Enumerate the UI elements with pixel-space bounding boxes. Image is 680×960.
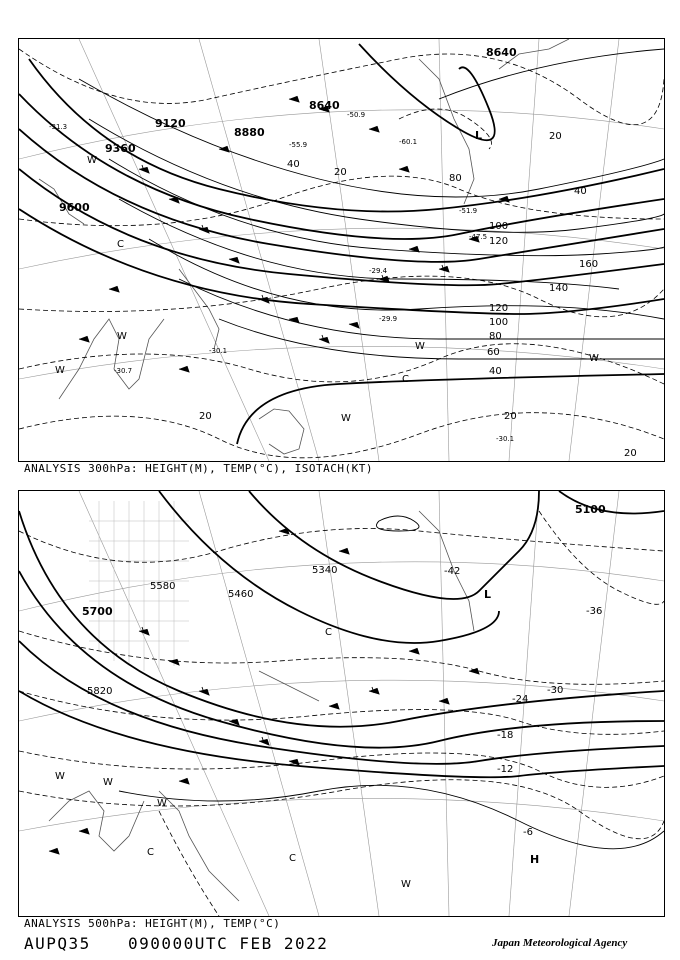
isotherms-300 bbox=[19, 49, 664, 458]
temp-label: -30.1 bbox=[496, 435, 515, 443]
isotach-label: 120 bbox=[489, 303, 509, 314]
coastline-500 bbox=[49, 511, 474, 901]
temp-label: -60.1 bbox=[399, 138, 418, 146]
height-label: 5700 bbox=[82, 605, 113, 618]
warm-center-mark: W bbox=[341, 413, 351, 424]
isotach-label: 60 bbox=[487, 347, 500, 358]
isotach-label: 20 bbox=[624, 448, 637, 459]
isotach-label: 20 bbox=[334, 167, 347, 178]
warm-center-mark: W bbox=[87, 155, 97, 166]
low-center-mark: L bbox=[484, 588, 492, 601]
cold-center-mark: C bbox=[325, 627, 332, 638]
temp-label: -47.5 bbox=[469, 233, 488, 241]
height-label: 8640 bbox=[486, 46, 517, 59]
temp-label: -51.9 bbox=[459, 207, 478, 215]
caption-300hpa: ANALYSIS 300hPa: HEIGHT(M), TEMP(°C), ISOTACH(KT) bbox=[24, 462, 374, 475]
map-500hpa-chart bbox=[19, 491, 664, 916]
height-label: 9120 bbox=[155, 117, 186, 130]
warm-center-mark: W bbox=[157, 798, 167, 809]
temp-label: -36 bbox=[586, 606, 603, 617]
isotach-label: 100 bbox=[489, 317, 509, 328]
temp-label: -12 bbox=[497, 764, 514, 775]
graticule-500 bbox=[19, 491, 664, 916]
caption-500hpa: ANALYSIS 500hPa: HEIGHT(M), TEMP(°C) bbox=[24, 917, 281, 930]
isotach-label: 100 bbox=[489, 221, 509, 232]
high-center-mark: H bbox=[530, 853, 540, 866]
valid-time: 090000UTC FEB 2022 bbox=[128, 934, 329, 953]
isotach-label: 40 bbox=[287, 159, 300, 170]
height-contours-300 bbox=[19, 44, 664, 444]
height-contours-500 bbox=[19, 491, 664, 777]
warm-center-mark: W bbox=[117, 331, 127, 342]
temp-label: -30.7 bbox=[114, 367, 133, 375]
map-panel-500hpa bbox=[18, 490, 665, 917]
isotachs-300 bbox=[79, 49, 664, 359]
temp-label: -30 bbox=[547, 685, 564, 696]
warm-center-mark: W bbox=[103, 777, 113, 788]
temp-label: -24 bbox=[512, 694, 529, 705]
warm-center-mark: W bbox=[55, 365, 65, 376]
isotach-label: 80 bbox=[489, 331, 502, 342]
thin-contours-500 bbox=[119, 516, 664, 849]
height-label: 8640 bbox=[309, 99, 340, 112]
temp-label: -18 bbox=[497, 730, 514, 741]
height-label: 5340 bbox=[312, 565, 338, 576]
graticule-300 bbox=[19, 39, 664, 461]
cold-center-mark: C bbox=[117, 239, 124, 250]
wind-barbs-300 bbox=[79, 96, 509, 372]
isotach-label: 140 bbox=[549, 283, 569, 294]
height-label: 5460 bbox=[228, 589, 254, 600]
warm-center-mark: W bbox=[415, 341, 425, 352]
isotach-label: 120 bbox=[489, 236, 509, 247]
temp-label: -6 bbox=[523, 827, 533, 838]
height-label: 5820 bbox=[87, 686, 113, 697]
product-code: AUPQ35 bbox=[24, 934, 91, 953]
height-label: 9360 bbox=[105, 142, 136, 155]
cold-center-mark: C bbox=[402, 374, 409, 385]
warm-center-mark: W bbox=[401, 879, 411, 890]
temp-label: -50.9 bbox=[347, 111, 366, 119]
isotach-label: 40 bbox=[489, 366, 502, 377]
cold-center-mark: C bbox=[147, 847, 154, 858]
map-300hpa-chart bbox=[19, 39, 664, 461]
temp-label: -29.4 bbox=[369, 267, 388, 275]
isotach-label: 20 bbox=[504, 411, 517, 422]
warm-center-mark: W bbox=[589, 353, 599, 364]
height-label: 9600 bbox=[59, 201, 90, 214]
temp-label: -29.9 bbox=[379, 315, 398, 323]
agency-name: Japan Meteorological Agency bbox=[492, 937, 628, 949]
temp-label: -31.3 bbox=[49, 123, 68, 131]
height-label: 8880 bbox=[234, 126, 265, 139]
height-label: 5580 bbox=[150, 581, 176, 592]
height-label: 5100 bbox=[575, 503, 606, 516]
temp-label: -42 bbox=[444, 566, 461, 577]
isotach-label: 80 bbox=[449, 173, 462, 184]
low-center-mark: L bbox=[475, 129, 483, 142]
temp-label: -55.9 bbox=[289, 141, 308, 149]
wind-barbs-500 bbox=[49, 528, 479, 854]
cold-center-mark: C bbox=[289, 853, 296, 864]
isotherms-500 bbox=[19, 511, 664, 916]
temp-label: -30.1 bbox=[209, 347, 228, 355]
isotach-label: 40 bbox=[574, 186, 587, 197]
warm-center-mark: W bbox=[55, 771, 65, 782]
map-panel-300hpa bbox=[18, 38, 665, 462]
isotach-label: 20 bbox=[549, 131, 562, 142]
isotach-label: 20 bbox=[199, 411, 212, 422]
isotach-label: 160 bbox=[579, 259, 599, 270]
